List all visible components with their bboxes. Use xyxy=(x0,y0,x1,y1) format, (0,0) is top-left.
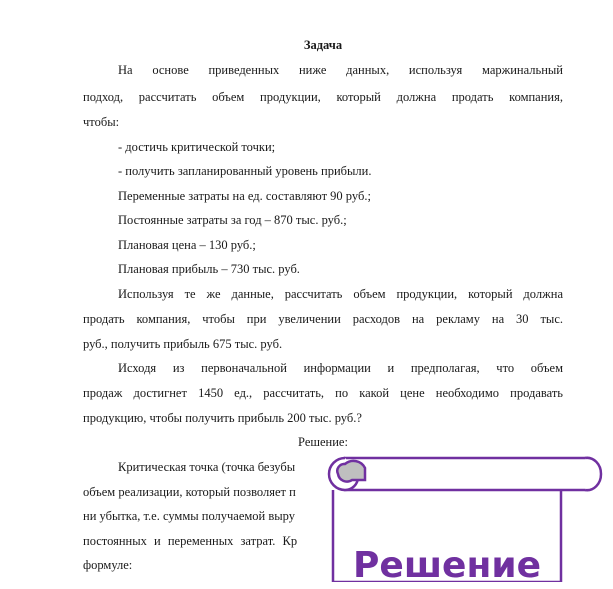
document-title: Задача xyxy=(303,38,343,52)
list-item: Плановая цена – 130 руб.; xyxy=(118,238,256,252)
paragraph-4-line-3: ни убытка, т.е. суммы получаемой выру xyxy=(83,509,296,523)
list-item: Переменные затраты на ед. составляют 90 руб.; xyxy=(118,189,371,203)
list-item: Плановая прибыль – 730 тыс. руб. xyxy=(118,262,300,276)
scroll-banner-label: Решение xyxy=(353,545,541,586)
paragraph-4-line-5: формуле: xyxy=(83,558,133,572)
scroll-right-end xyxy=(585,458,601,490)
paragraph-1-line-2: подход, рассчитать объем продукции, который должна продать компания, xyxy=(83,90,563,104)
paragraph-3-line-3: продукцию, чтобы получить прибыль 200 тыс. руб.? xyxy=(83,411,362,425)
solution-heading: Решение: xyxy=(298,435,348,449)
paragraph-2-line-1: Используя те же данные, рассчитать объем продукции, который должна xyxy=(118,287,563,301)
scroll-curl-inner xyxy=(337,461,365,482)
paragraph-1-line-1: На основе приведенных ниже данных, используя маржинальный xyxy=(118,63,563,77)
paragraph-4-line-1: Критическая точка (точка безубы xyxy=(118,460,296,474)
paragraph-3-line-1: Исходя из первоначальной информации и предполагая, что объем xyxy=(118,361,563,375)
paragraph-1-line-3: чтобы: xyxy=(83,115,120,129)
list-item: - получить запланированный уровень прибыли. xyxy=(118,164,372,178)
list-item: Постоянные затраты за год – 870 тыс. руб.; xyxy=(118,213,347,227)
scroll-top-roll xyxy=(345,458,599,490)
paragraph-3-line-2: продаж достигнет 1450 ед., рассчитать, по какой цене необходимо продавать xyxy=(83,386,563,400)
paragraph-4-line-2: объем реализации, который позволяет п xyxy=(83,485,296,499)
paragraph-4-line-4: постоянных и переменных затрат. Кр xyxy=(83,534,298,548)
list-item: - достичь критической точки; xyxy=(118,140,276,154)
paragraph-2-line-2: продать компания, чтобы при увеличении расходов на рекламу на 30 тыс. xyxy=(83,312,563,326)
paragraph-2-line-3: руб., получить прибыль 675 тыс. руб. xyxy=(83,337,283,351)
